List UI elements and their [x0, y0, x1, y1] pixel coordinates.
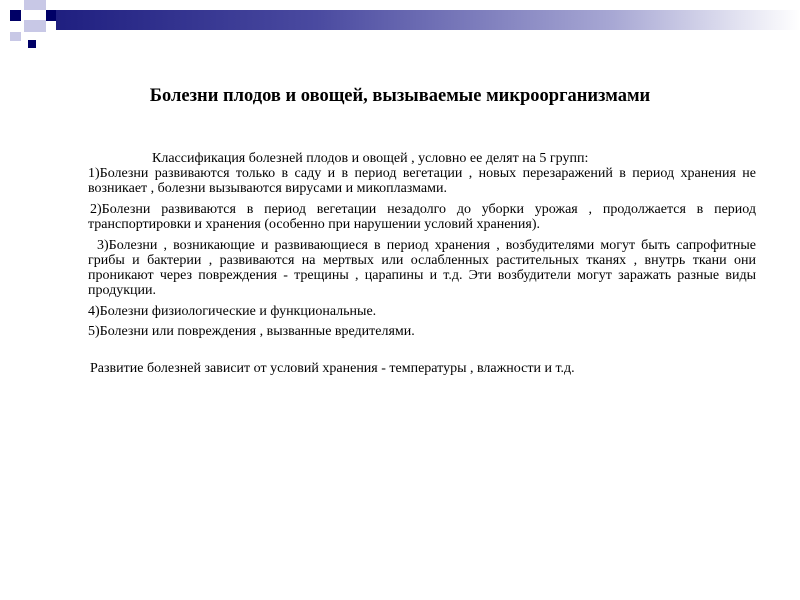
- group-5-paragraph: 5)Болезни или повреждения , вызванные вредителями.: [88, 324, 415, 339]
- banner-gradient: [56, 10, 800, 30]
- group-1-paragraph: 1)Болезни развиваются только в саду и в период вегетации , новых перезаражений в период хранения не возникает , болезни вызываются вирусами и микоплазмами.: [88, 166, 756, 196]
- group-2-paragraph: 2)Болезни развиваются в период вегетации незадолго до уборки урожая , продолжается в период транспортировки и хранения (особенно при нарушении условий хранения).: [88, 202, 756, 232]
- group-4-paragraph: 4)Болезни физиологические и функциональные.: [88, 304, 377, 319]
- deco-square-light-3: [10, 32, 21, 41]
- decorative-header: [0, 0, 800, 60]
- intro-paragraph: Классификация болезней плодов и овощей , условно ее делят на 5 групп:: [152, 151, 589, 166]
- deco-square-dark-2: [46, 10, 56, 21]
- slide-body: [88, 151, 756, 382]
- deco-square-light-1: [24, 0, 46, 10]
- group-3-paragraph: 3)Болезни , возникающие и развивающиеся в период хранения , возбудителями могут быть сапрофитные грибы и бактерии , развиваются на мертвых или ослабленных растительных тканях , внутрь ткани они проникают через повреждения - трещины , царапины и т.д. Эти возбудители могут заражать разные виды продукции.: [88, 238, 756, 298]
- slide-title: Болезни плодов и овощей, вызываемые микроорганизмами: [149, 86, 651, 106]
- deco-square-dark-3: [28, 40, 36, 48]
- deco-square-dark-1: [10, 10, 21, 21]
- conclusion-paragraph: Развитие болезней зависит от условий хранения - температуры , влажности и т.д.: [90, 361, 575, 376]
- deco-square-light-2: [24, 20, 46, 32]
